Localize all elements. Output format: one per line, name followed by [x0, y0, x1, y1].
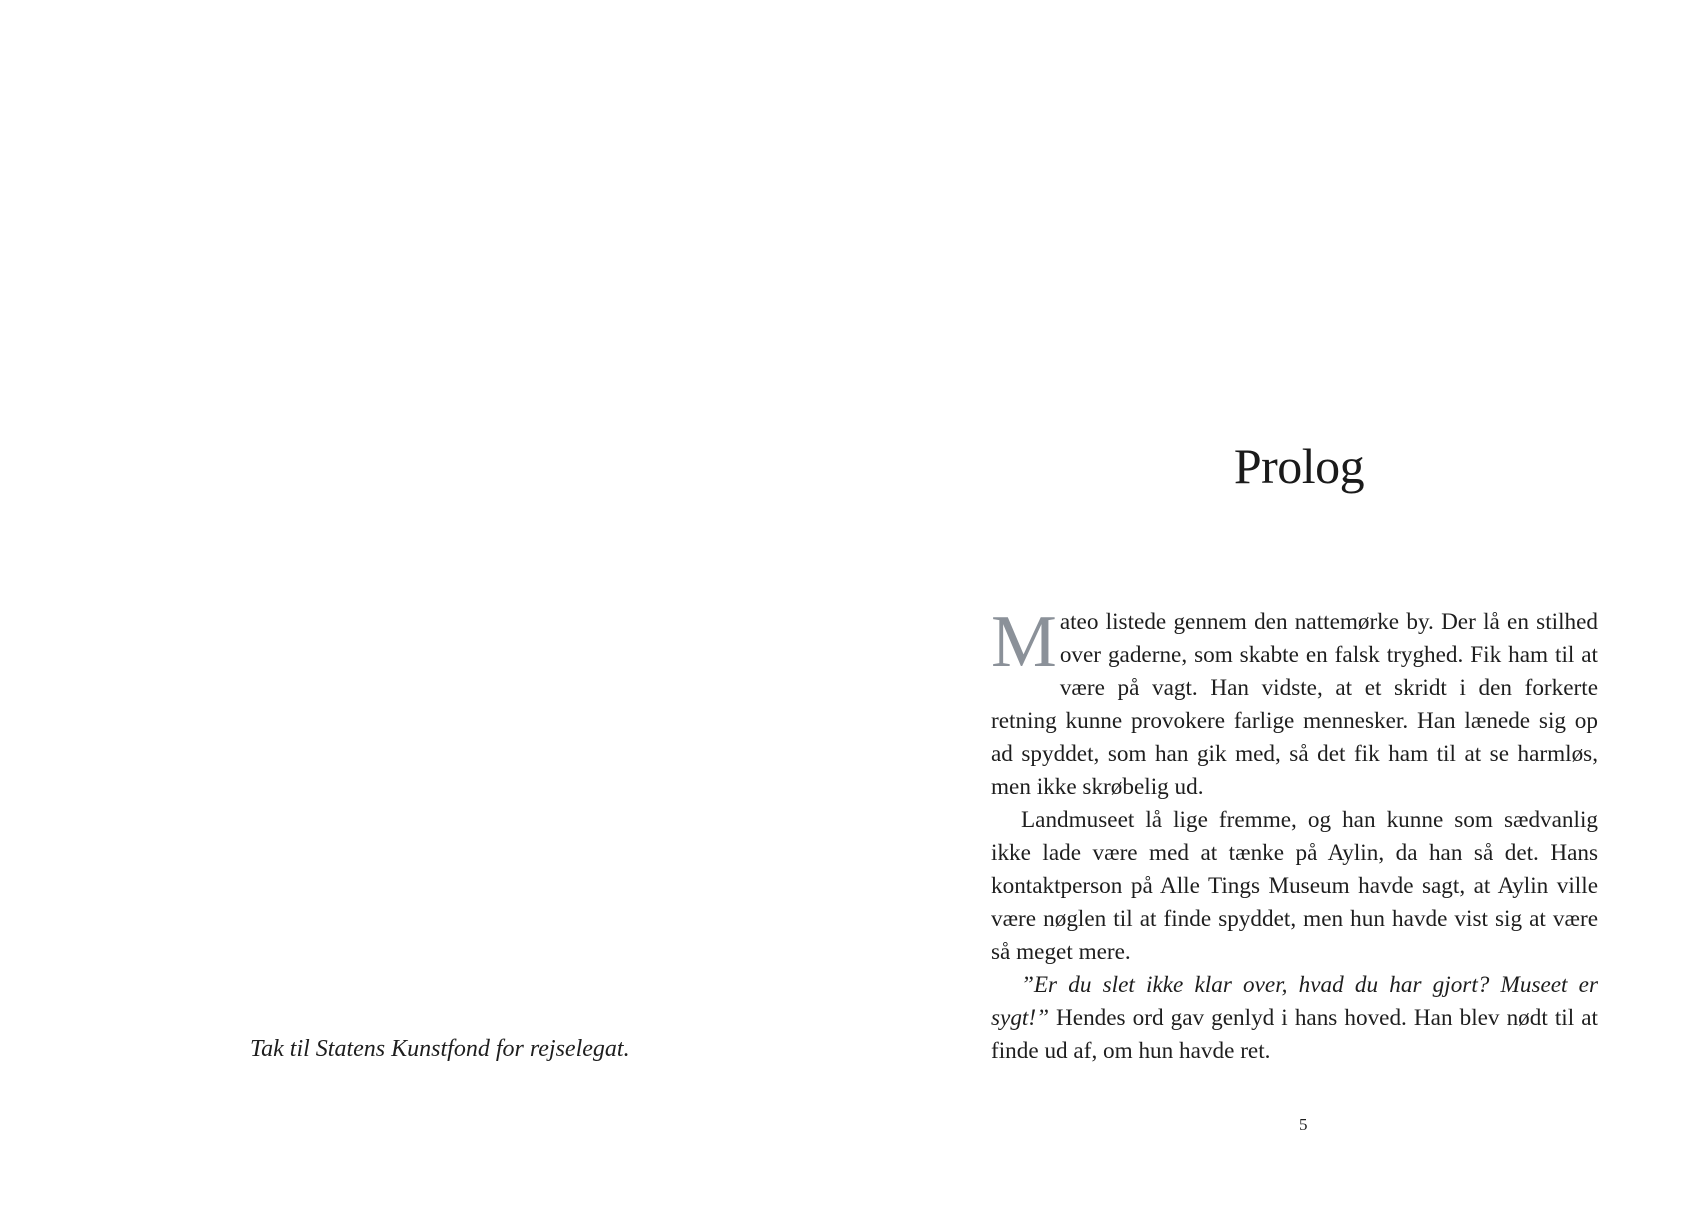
left-page [0, 0, 849, 1210]
paragraph-3-quote: ”Er du slet ikke klar over, hvad du har gjort? Museet er sygt!” [991, 972, 1598, 1031]
paragraph-1 [991, 601, 1598, 804]
chapter-title: Prolog [1233, 438, 1365, 494]
paragraph-3-text: Hendes ord gav genlyd i hans hoved. Han blev nødt til at finde ud af, om hun havde ret. [991, 1005, 1598, 1064]
chapter-body [991, 601, 1598, 1068]
paragraph-3 [991, 969, 1598, 1068]
paragraph-1-text: ateo listede gennem den nattemørke by. Der lå en stilhed over gaderne, som skabte en falsk tryghed. Fik ham til at være på vagt. Han vidste, at et skridt i den forkerte retning kunne provokere farlige mennesker. Han lænede sig op ad spyddet, som han gik med, så det fik ham til at se harmløs, men ikke skrøbelig ud. [991, 609, 1598, 800]
paragraph-2: Landmuseet lå lige fremme, og han kunne som sædvanlig ikke lade være med at tænke på Aylin, da han så det. Hans kontaktperson på Alle Tings Museum havde sagt, at Aylin ville være nøglen til at finde spyddet, men hun havde vist sig at være så meget mere. [991, 807, 1598, 965]
right-page [849, 0, 1699, 1210]
page-number: 5 [1299, 1115, 1308, 1134]
dedication-text: Tak til Statens Kunstfond for rejselegat. [250, 1036, 630, 1062]
drop-cap: M [991, 601, 1057, 683]
